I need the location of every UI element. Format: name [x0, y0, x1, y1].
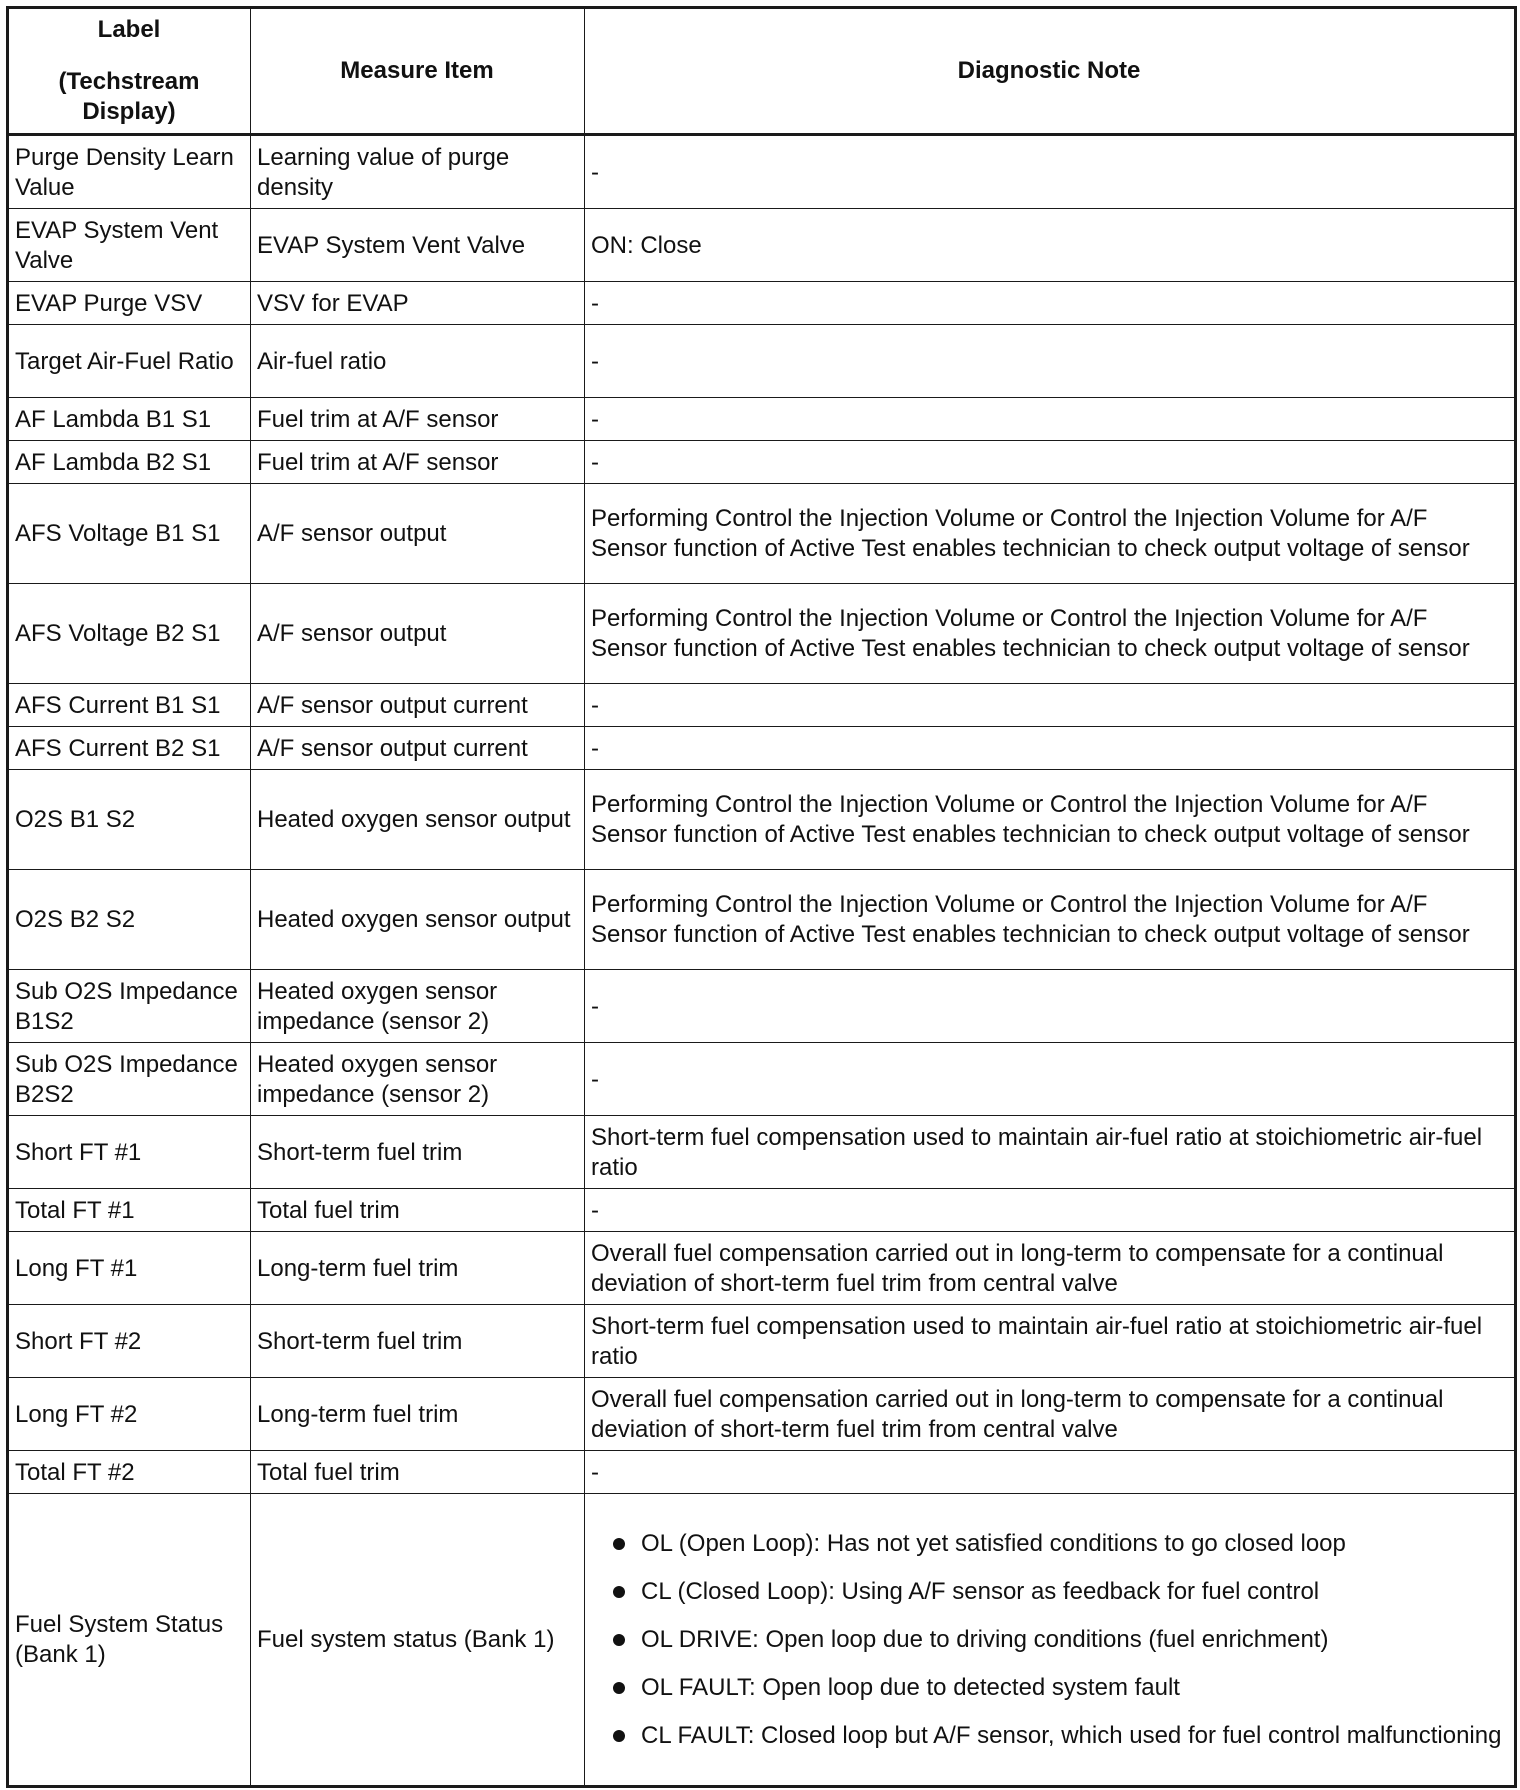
- cell-measure: VSV for EVAP: [251, 282, 585, 325]
- bullet-icon: [613, 1634, 625, 1646]
- cell-note: Performing Control the Injection Volume or Control the Injection Volume for A/F Sensor function of Active Test enables technician to check output voltage of sensor: [585, 870, 1516, 970]
- cell-note: -: [585, 441, 1516, 484]
- table-row: [8, 1189, 1516, 1232]
- cell-note: -: [585, 1189, 1516, 1232]
- cell-measure: Long-term fuel trim: [251, 1378, 585, 1451]
- cell-note: -: [585, 684, 1516, 727]
- cell-note: Overall fuel compensation carried out in long-term to compensate for a continual deviation of short-term fuel trim from central valve: [585, 1378, 1516, 1451]
- status-list: [591, 1529, 1507, 1751]
- cell-measure: A/F sensor output current: [251, 684, 585, 727]
- list-item: [613, 1673, 1507, 1703]
- table-header-row: [8, 8, 1516, 135]
- table-row: [8, 1451, 1516, 1494]
- cell-label: EVAP Purge VSV: [8, 282, 251, 325]
- table-row: [8, 727, 1516, 770]
- table-row: [8, 1232, 1516, 1305]
- cell-label: Sub O2S Impedance B1S2: [8, 970, 251, 1043]
- cell-label: EVAP System Vent Valve: [8, 209, 251, 282]
- cell-label: Short FT #2: [8, 1305, 251, 1378]
- header-label-line1: Label: [97, 16, 161, 43]
- cell-label: Sub O2S Impedance B2S2: [8, 1043, 251, 1116]
- cell-measure: A/F sensor output: [251, 584, 585, 684]
- table-row: [8, 282, 1516, 325]
- status-item-text: OL (Open Loop): Has not yet satisfied conditions to go closed loop: [641, 1530, 1346, 1557]
- cell-note: -: [585, 398, 1516, 441]
- cell-measure: Heated oxygen sensor output: [251, 870, 585, 970]
- cell-measure: Long-term fuel trim: [251, 1232, 585, 1305]
- cell-note: -: [585, 325, 1516, 398]
- cell-measure: Total fuel trim: [251, 1451, 585, 1494]
- cell-measure: Total fuel trim: [251, 1189, 585, 1232]
- cell-measure: EVAP System Vent Valve: [251, 209, 585, 282]
- cell-label: Target Air-Fuel Ratio: [8, 325, 251, 398]
- table-row: [8, 684, 1516, 727]
- cell-note: -: [585, 282, 1516, 325]
- cell-label: Short FT #1: [8, 1116, 251, 1189]
- cell-note: Performing Control the Injection Volume or Control the Injection Volume for A/F Sensor function of Active Test enables technician to check output voltage of sensor: [585, 584, 1516, 684]
- status-item-text: OL FAULT: Open loop due to detected system fault: [641, 1674, 1180, 1701]
- cell-measure: Fuel trim at A/F sensor: [251, 441, 585, 484]
- cell-label: AF Lambda B2 S1: [8, 441, 251, 484]
- header-diagnostic-note: Diagnostic Note: [585, 8, 1516, 135]
- cell-measure: Fuel trim at A/F sensor: [251, 398, 585, 441]
- table-row-fuel-system-status: [8, 1494, 1516, 1787]
- status-item-text: CL (Closed Loop): Using A/F sensor as feedback for fuel control: [641, 1578, 1320, 1605]
- status-item-text: CL FAULT: Closed loop but A/F sensor, which used for fuel control malfunctioning: [641, 1722, 1502, 1749]
- cell-label: AFS Voltage B2 S1: [8, 584, 251, 684]
- table-row: [8, 1378, 1516, 1451]
- cell-note: Performing Control the Injection Volume or Control the Injection Volume for A/F Sensor function of Active Test enables technician to check output voltage of sensor: [585, 770, 1516, 870]
- cell-label: Total FT #1: [8, 1189, 251, 1232]
- table-row: [8, 584, 1516, 684]
- cell-label: Long FT #2: [8, 1378, 251, 1451]
- list-item: [613, 1529, 1507, 1559]
- cell-label: AFS Voltage B1 S1: [8, 484, 251, 584]
- header-label: [8, 8, 251, 135]
- bullet-icon: [613, 1586, 625, 1598]
- cell-label: Fuel System Status (Bank 1): [8, 1494, 251, 1787]
- cell-label: Purge Density Learn Value: [8, 135, 251, 209]
- cell-measure: Heated oxygen sensor impedance (sensor 2): [251, 970, 585, 1043]
- cell-measure: A/F sensor output current: [251, 727, 585, 770]
- cell-label: O2S B2 S2: [8, 870, 251, 970]
- cell-measure: Fuel system status (Bank 1): [251, 1494, 585, 1787]
- status-item-text: OL DRIVE: Open loop due to driving conditions (fuel enrichment): [641, 1626, 1329, 1653]
- table-row: [8, 135, 1516, 209]
- table-row: [8, 970, 1516, 1043]
- cell-label: Long FT #1: [8, 1232, 251, 1305]
- cell-label: AFS Current B2 S1: [8, 727, 251, 770]
- cell-measure: Heated oxygen sensor impedance (sensor 2): [251, 1043, 585, 1116]
- data-list-table: [6, 6, 1517, 1788]
- cell-note: Short-term fuel compensation used to maintain air-fuel ratio at stoichiometric air-fuel ratio: [585, 1305, 1516, 1378]
- table-row: [8, 209, 1516, 282]
- list-item: [613, 1721, 1507, 1751]
- cell-note: -: [585, 1043, 1516, 1116]
- cell-note: Short-term fuel compensation used to maintain air-fuel ratio at stoichiometric air-fuel ratio: [585, 1116, 1516, 1189]
- list-item: [613, 1625, 1507, 1655]
- bullet-icon: [613, 1730, 625, 1742]
- cell-note: -: [585, 1451, 1516, 1494]
- cell-measure: Heated oxygen sensor output: [251, 770, 585, 870]
- table-row: [8, 398, 1516, 441]
- cell-note: -: [585, 135, 1516, 209]
- bullet-icon: [613, 1682, 625, 1694]
- cell-note: Performing Control the Injection Volume or Control the Injection Volume for A/F Sensor function of Active Test enables technician to check output voltage of sensor: [585, 484, 1516, 584]
- table-row: [8, 484, 1516, 584]
- table-row: [8, 1043, 1516, 1116]
- cell-label: O2S B1 S2: [8, 770, 251, 870]
- cell-note: -: [585, 970, 1516, 1043]
- cell-note: -: [585, 727, 1516, 770]
- header-label-line2: (Techstream: [58, 68, 200, 95]
- cell-note-status-list: [585, 1494, 1516, 1787]
- table-row: [8, 1116, 1516, 1189]
- cell-label: AFS Current B1 S1: [8, 684, 251, 727]
- table-row: [8, 441, 1516, 484]
- table-row: [8, 325, 1516, 398]
- header-measure-item: Measure Item: [251, 8, 585, 135]
- table-row: [8, 770, 1516, 870]
- cell-measure: A/F sensor output: [251, 484, 585, 584]
- cell-label: AF Lambda B1 S1: [8, 398, 251, 441]
- cell-label: Total FT #2: [8, 1451, 251, 1494]
- cell-note: ON: Close: [585, 209, 1516, 282]
- table-row: [8, 870, 1516, 970]
- cell-note: Overall fuel compensation carried out in long-term to compensate for a continual deviation of short-term fuel trim from central valve: [585, 1232, 1516, 1305]
- cell-measure: Short-term fuel trim: [251, 1305, 585, 1378]
- header-label-line3: Display): [82, 98, 176, 125]
- cell-measure: Short-term fuel trim: [251, 1116, 585, 1189]
- cell-measure: Learning value of purge density: [251, 135, 585, 209]
- cell-measure: Air-fuel ratio: [251, 325, 585, 398]
- list-item: [613, 1577, 1507, 1607]
- bullet-icon: [613, 1538, 625, 1550]
- table-row: [8, 1305, 1516, 1378]
